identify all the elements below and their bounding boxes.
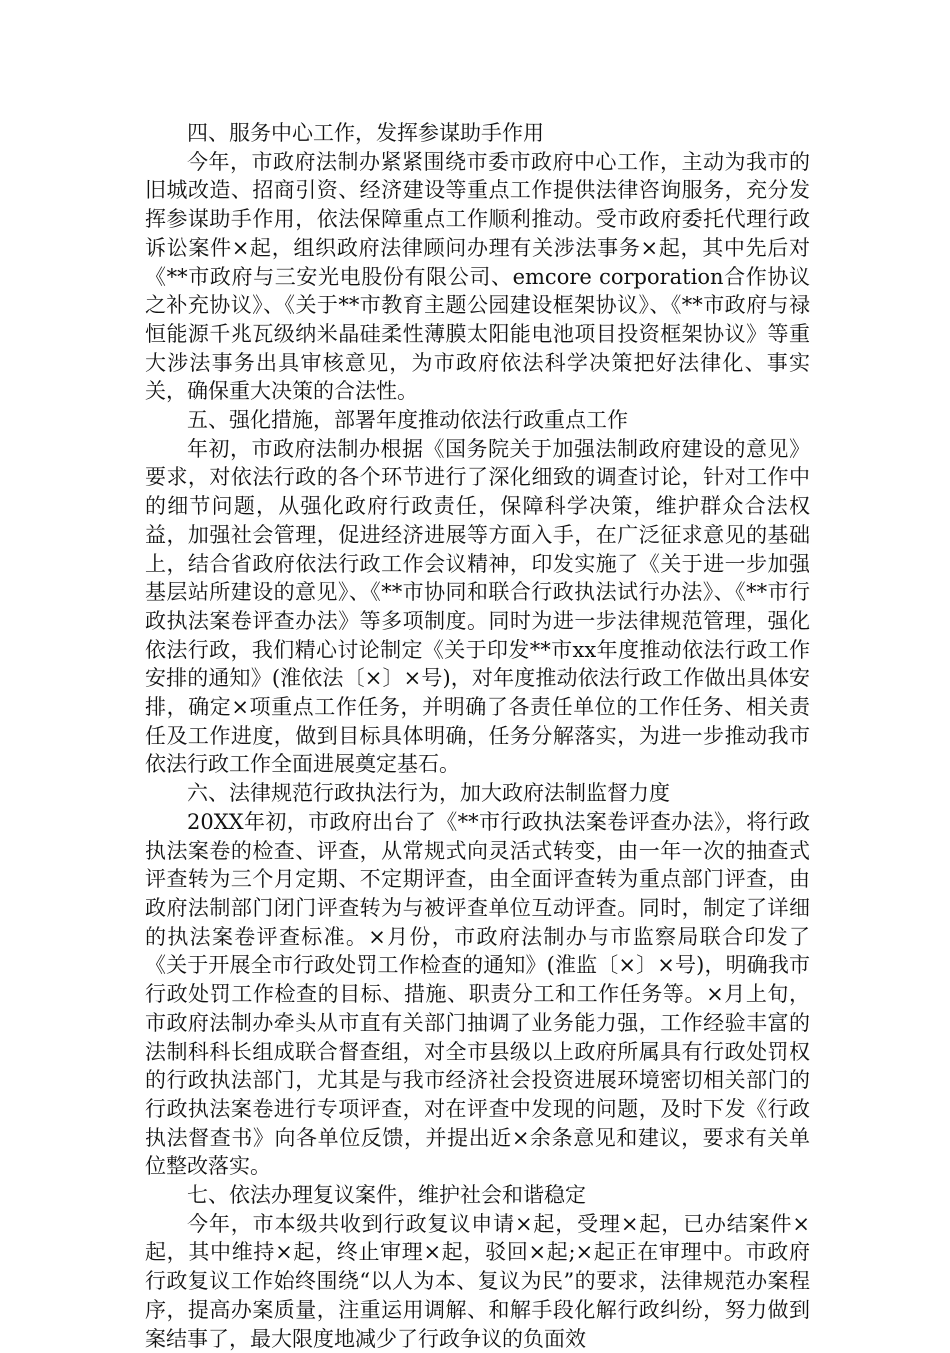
section-heading-4: 四、服务中心工作，发挥参谋助手作用: [187, 121, 544, 145]
section-body-7: 今年，市本级共收到行政复议申请×起，受理×起，已办结案件×起，其中维持×起，终止审理×起，驳回×起;×起正在审理中。市政府行政复议工作始终围绕“以人为本、复议为民”的要求，法律规范办案程序，提高办案质量，注重运用调解、和解手段化解行政纠纷，努力做到案结事了，最大限度地减少了行政争议的负面效: [145, 1211, 810, 1351]
section-heading-7: 七、依法办理复议案件，维护社会和谐稳定: [187, 1183, 586, 1208]
document-body: [145, 119, 810, 1353]
section-heading-5: 五、强化措施，部署年度推动依法行政重点工作: [187, 408, 628, 433]
section-body-4: 今年，市政府法制办紧紧围绕市委市政府中心工作，主动为我市的旧城改造、招商引资、经济建设等重点工作提供法律咨询服务，充分发挥参谋助手作用，依法保障重点工作顺利推动。受市政府委托代理行政诉讼案件×起，组织政府法律顾问办理有关涉法事务×起，其中先后对《**市政府与三安光电股份有限公司、emcore corporation合作协议之补充协议》、《关于**市教育主题公园建设框架协议》、《**市政府与禄恒能源千兆瓦级纳米晶硅柔性薄膜太阳能电池项目投资框架协议》等重大涉法事务出具审核意见，为市政府依法科学决策把好法律化、事实关，确保重大决策的合法性。: [145, 149, 810, 404]
section-body-6: 20XX年初，市政府出台了《**市行政执法案卷评查办法》，将行政执法案卷的检查、评查，从常规式向灵活式转变，由一年一次的抽查式评查转为三个月定期、不定期评查，由全面评查转为重点部门评查，由政府法制部门闭门评查转为与被评查单位互动评查。同时，制定了详细的执法案卷评查标准。×月份，市政府法制办与市监察局联合印发了《关于开展全市行政处罚工作检查的通知》(淮监〔×〕×号)，明确我市行政处罚工作检查的目标、措施、职责分工和工作任务等。×月上旬，市政府法制办牵头从市直有关部门抽调了业务能力强，工作经验丰富的法制科科长组成联合督查组，对全市县级以上政府所属具有行政处罚权的行政执法部门，尤其是与我市经济社会投资进展环境密切相关部门的行政执法案卷进行专项评查，对在评查中发现的问题，及时下发《行政执法督查书》向各单位反馈，并提出近×余条意见和建议，要求有关单位整改落实。: [145, 809, 810, 1179]
section-heading-6: 六、法律规范行政执法行为，加大政府法制监督力度: [187, 781, 670, 806]
section-body-5: 年初，市政府法制办根据《国务院关于加强法制政府建设的意见》要求，对依法行政的各个环节进行了深化细致的调查讨论，针对工作中的细节问题，从强化政府行政责任，保障科学决策，维护群众合法权益，加强社会管理，促进经济进展等方面入手，在广泛征求意见的基础上，结合省政府依法行政工作会议精神，印发实施了《关于进一步加强基层站所建设的意见》、《**市协同和联合行政执法试行办法》、《**市行政执法案卷评查办法》等多项制度。同时为进一步法律规范管理，强化依法行政，我们精心讨论制定《关于印发**市xx年度推动依法行政工作安排的通知》(淮依法〔×〕×号)，对年度推动依法行政工作做出具体安排，确定×项重点工作任务，并明确了各责任单位的工作任务、相关责任及工作进度，做到目标具体明确，任务分解落实，为进一步推动我市依法行政工作全面进展奠定基石。: [145, 436, 810, 777]
